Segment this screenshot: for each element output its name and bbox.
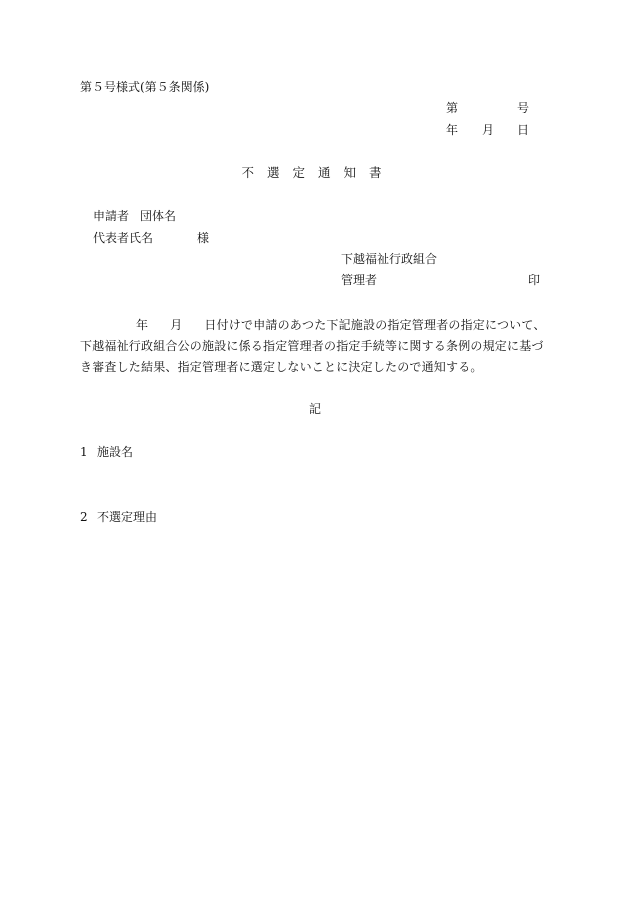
date-day: 日 [517, 123, 530, 137]
body-month: 月 [170, 318, 183, 332]
representative-line [93, 231, 210, 245]
form-number-label: 第５号様式(第５条関係) [80, 80, 210, 94]
applicant-label: 申請者 [93, 209, 130, 223]
body-year: 年 [136, 318, 149, 332]
document-title: 不選定通知書 [241, 165, 395, 180]
ki-heading: 記 [308, 402, 321, 416]
notice-body [80, 315, 552, 378]
applicant-line [93, 209, 176, 223]
issuer-manager-label: 管理者 [341, 273, 378, 287]
item-number: 1 [80, 445, 88, 459]
issuer-union-name: 下越福祉行政組合 [341, 252, 438, 266]
item-number: 2 [80, 510, 88, 524]
honorific: 様 [197, 231, 210, 245]
representative-label: 代表者氏名 [93, 231, 154, 245]
seal-mark: 印 [528, 273, 541, 287]
item-label: 施設名 [97, 445, 134, 459]
number-suffix: 号 [517, 101, 530, 115]
item-label: 不選定理由 [97, 510, 158, 524]
body-text: 日付けで申請のあつた下記施設の指定管理者の指定について、下越福祉行政組合公の施設に係る指定管理者の指定手続等に関する条例の規定に基づき審査した結果、指定管理者に選定しないことに決定したので通知する。 [80, 318, 546, 374]
list-item-facility [80, 445, 133, 459]
list-item-reason [80, 510, 157, 524]
organization-label: 団体名 [140, 209, 177, 223]
number-prefix: 第 [446, 101, 459, 115]
date-month: 月 [482, 123, 495, 137]
date-year: 年 [446, 123, 459, 137]
